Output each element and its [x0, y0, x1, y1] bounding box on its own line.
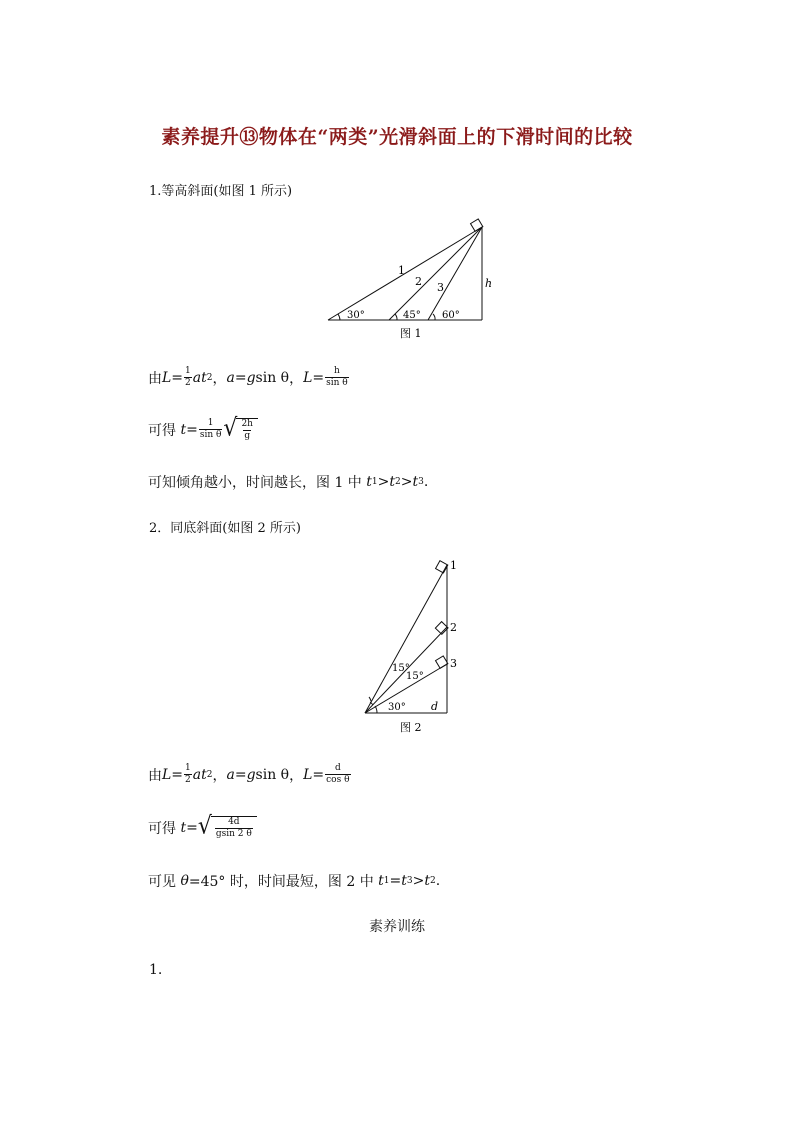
training-item-1: 1. — [149, 962, 163, 978]
figure1-angle-45: 45° — [403, 310, 421, 321]
figure1-arc-45 — [395, 314, 397, 320]
figure2-arc-30 — [375, 706, 377, 713]
figure2-label-1: 1 — [450, 559, 457, 572]
figure2-angle-30: 30° — [388, 702, 406, 713]
figure2-label-3: 3 — [450, 657, 457, 670]
figure1-angle-60: 60° — [442, 310, 460, 321]
figure1-caption: 图 1 — [400, 327, 422, 340]
figure2-diagram — [355, 553, 475, 743]
figure2-arc-15b — [369, 697, 371, 701]
figure1-label-1: 1 — [398, 264, 405, 277]
figure2-block-3 — [436, 656, 448, 668]
section1-conclusion: 可知倾角越小，时间越长，图 1 中 t 1 > t 2 > t 3 . — [148, 474, 429, 491]
page-title: 素养提升⑬物体在“两类”光滑斜面上的下滑时间的比较 — [161, 126, 633, 148]
section1-equation2: 可得 t = $\frac{1}{\text{sin θ}}$ √ $\frac{2h}{g}$ — [148, 418, 258, 441]
figure1-label-2: 2 — [415, 275, 422, 288]
figure2-angle-15a: 15° — [392, 663, 410, 674]
section2-conclusion: 可见 θ =45° 时，时间最短，图 2 中 t 1 = t 3 > t 2 . — [148, 873, 441, 890]
figure1-label-3: 3 — [437, 281, 444, 294]
figure1-angle-30: 30° — [347, 310, 365, 321]
figure2-base-label: d — [431, 700, 439, 713]
figure1-diagram — [320, 215, 500, 345]
figure2-angle-15b: 15° — [406, 671, 424, 682]
section1-heading: 1.等高斜面(如图 1 所示) — [149, 184, 293, 199]
section2-heading: 2．同底斜面(如图 2 所示) — [149, 521, 301, 536]
figure1-arc-60 — [433, 314, 435, 320]
figure1-incline-1 — [328, 227, 482, 320]
figure1-height-label: h — [485, 277, 493, 290]
section1-equation1: 由 L = $\frac{1}{2}$ at 2 ， a = g sin θ ， L = $\frac{h}{\text{sin θ}}$ — [148, 366, 348, 388]
section2-equation1: 由 L = $\frac{1}{2}$ at 2 ， a = g sin θ ， L = $\frac{d}{\text{cos θ}}$ — [148, 763, 350, 785]
figure2-caption: 图 2 — [400, 721, 422, 734]
figure2-incline-1 — [365, 565, 447, 713]
training-heading: 素养训练 — [369, 919, 425, 935]
figure1-arc-30 — [338, 314, 340, 320]
figure2-label-2: 2 — [450, 621, 457, 634]
section2-equation2: 可得 t = √ $\frac{4d}{gsin 2 \theta}$ — [148, 816, 257, 839]
